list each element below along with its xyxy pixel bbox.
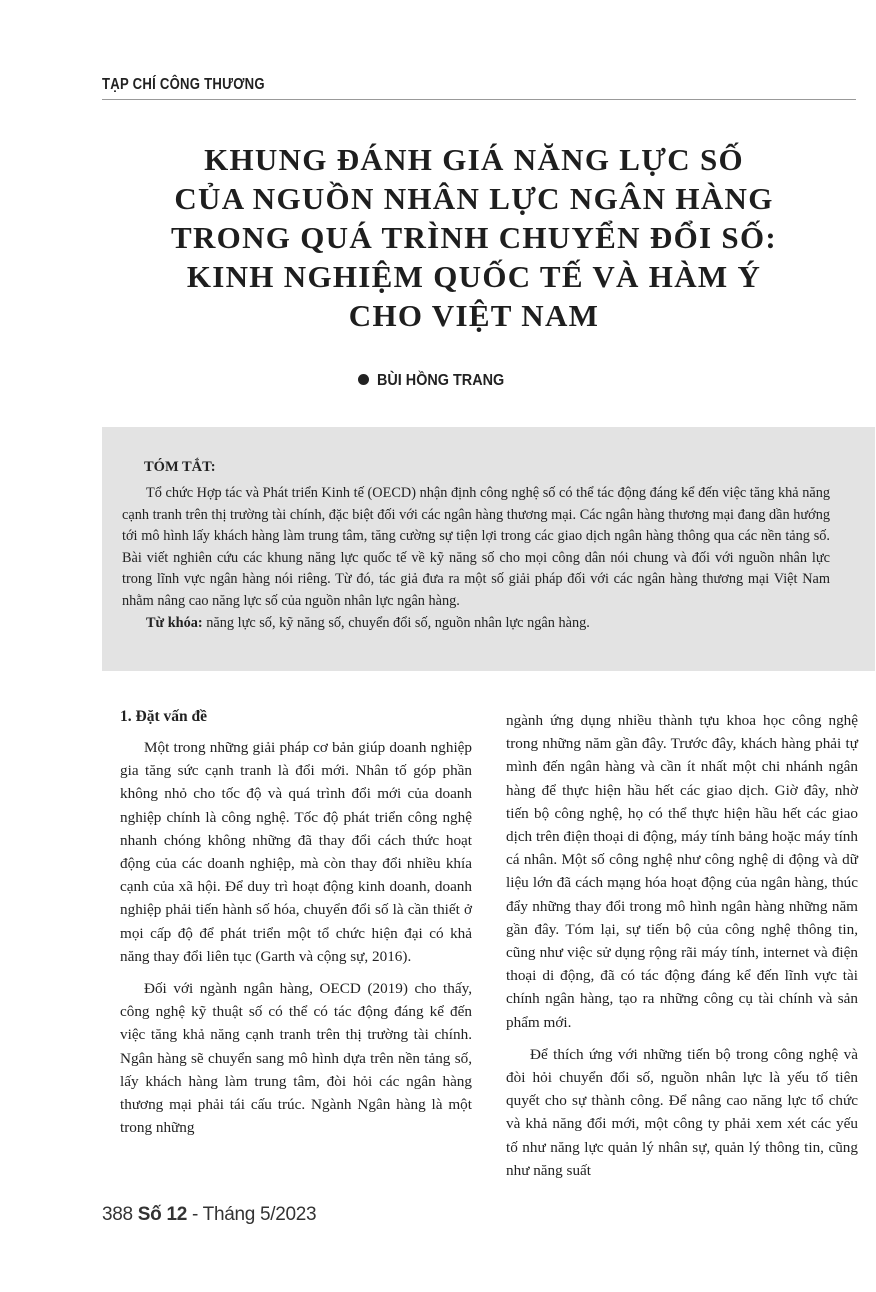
author-byline xyxy=(0,372,876,390)
column-left xyxy=(120,706,472,1148)
title-line: KINH NGHIỆM QUỐC TẾ VÀ HÀM Ý xyxy=(186,259,762,294)
title-line: CHO VIỆT NAM xyxy=(348,298,600,333)
issue-number: Số 12 xyxy=(137,1204,187,1225)
paragraph: Để thích ứng với những tiến bộ trong công nghệ và đòi hỏi chuyển đổi số, nguồn nhân lực là yếu tố tiên quyết cho sự thành công. Để nâng cao năng lực tổ chức và khả năng đổi mới, một công ty phải xem xét các yếu tố như năng lực quản lý nhân sự, quản lý thông tin, cũng như năng suất xyxy=(506,1045,858,1179)
paragraph: Một trong những giải pháp cơ bản giúp doanh nghiệp gia tăng sức cạnh tranh là đổi mới. Nhân tố góp phần không nhỏ cho tốc độ và quá trình đổi mới của doanh nghiệp chính là công nghệ. Tốc độ phát triển công nghệ nhanh chóng không những đã thay đổi cách thức hoạt động của các doanh nghiệp, mà còn thay đổi nhiều khía cạnh của xã hội. Để duy trì hoạt động kinh doanh, doanh nghiệp phải tiến hành số hóa, chuyển đổi số là cần thiết ở mọi cấp độ để phát triển một tổ chức hiện đại có khả năng thay đổi liên tục (Garth và cộng sự, 2016). xyxy=(120,739,472,965)
abstract-heading: TÓM TẮT: xyxy=(144,459,216,475)
author-name: BÙI HỒNG TRANG xyxy=(376,372,505,389)
abstract-box xyxy=(102,427,875,671)
column-right xyxy=(506,709,858,1191)
issue-date: - Tháng 5/2023 xyxy=(191,1204,317,1225)
paragraph: Đối với ngành ngân hàng, OECD (2019) cho thấy, công nghệ kỹ thuật số có thể có tác động đáng kể đến việc tăng khả năng cạnh tranh trên thị trường tài chính. Ngân hàng sẽ chuyển sang mô hình dựa trên nền tảng số, lấy khách hàng làm trung tâm, đòi hỏi các ngân hàng thương mại phải tái cấu trúc. Ngành Ngân hàng là một trong những xyxy=(120,980,472,1137)
page-footer xyxy=(102,1204,316,1226)
page-number: 388 xyxy=(102,1204,133,1225)
keywords xyxy=(122,613,830,635)
title-line: CỦA NGUỒN NHÂN LỰC NGÂN HÀNG xyxy=(174,181,774,216)
paragraph: ngành ứng dụng nhiều thành tựu khoa học công nghệ trong những năm gần đây. Trước đây, khách hàng phải tự mình đến ngân hàng và cần ít nhất một chi nhánh ngân hàng để thực hiện hầu hết các giao dịch. Giờ đây, nhờ tiến bộ công nghệ, họ có thể thực hiện hầu hết các giao dịch trên điện thoại di động, máy tính bảng hoặc máy tính cá nhân. Một số công nghệ như công nghệ di động và dữ liệu lớn đã cách mạng hóa hoạt động của ngân hàng, thúc đẩy những thay đổi trong mô hình ngân hàng những năm gần đây. Tóm lại, sự tiến bộ của công nghệ thông tin, cũng như việc sử dụng rộng rãi máy tính, internet và điện thoại di động, đã có tác động đáng kể đến lĩnh vực tài chính ngân hàng, tạo ra những công cụ tài chính và sản phẩm mới. xyxy=(506,712,858,1031)
abstract-text: Tổ chức Hợp tác và Phát triển Kinh tế (OECD) nhận định công nghệ số có thể tác động đáng kể đến việc tăng khả năng cạnh tranh trên thị trường tài chính, đặc biệt đối với các ngân hàng thương mại. Các ngân hàng thương mại đang dần hướng tới mô hình lấy khách hàng làm trung tâm, tăng cường sự tiện lợi trong các giao dịch ngân hàng thông qua các nền tảng số. Bài viết nghiên cứu các khung năng lực quốc tế về kỹ năng số cho mọi công dân nói chung và đối với nguồn nhân lực trong lĩnh vực ngân hàng nói riêng. Từ đó, tác giả đưa ra một số giải pháp đối với các ngân hàng thương mại Việt Nam nhằm nâng cao năng lực số của nguồn nhân lực ngân hàng. xyxy=(122,485,830,609)
keywords-text: năng lực số, kỹ năng số, chuyển đổi số, nguồn nhân lực ngân hàng. xyxy=(206,614,590,631)
bullet-icon xyxy=(358,374,369,385)
title-line: TRONG QUÁ TRÌNH CHUYỂN ĐỔI SỐ: xyxy=(171,220,777,255)
section-heading: 1. Đặt vấn đề xyxy=(120,708,207,725)
article-title xyxy=(110,140,838,335)
header-rule xyxy=(102,99,856,100)
keywords-label: Từ khóa: xyxy=(146,614,203,631)
title-line: KHUNG ĐÁNH GIÁ NĂNG LỰC SỐ xyxy=(204,142,744,177)
abstract-body xyxy=(122,483,830,634)
journal-name: TẠP CHÍ CÔNG THƯƠNG xyxy=(102,76,265,93)
